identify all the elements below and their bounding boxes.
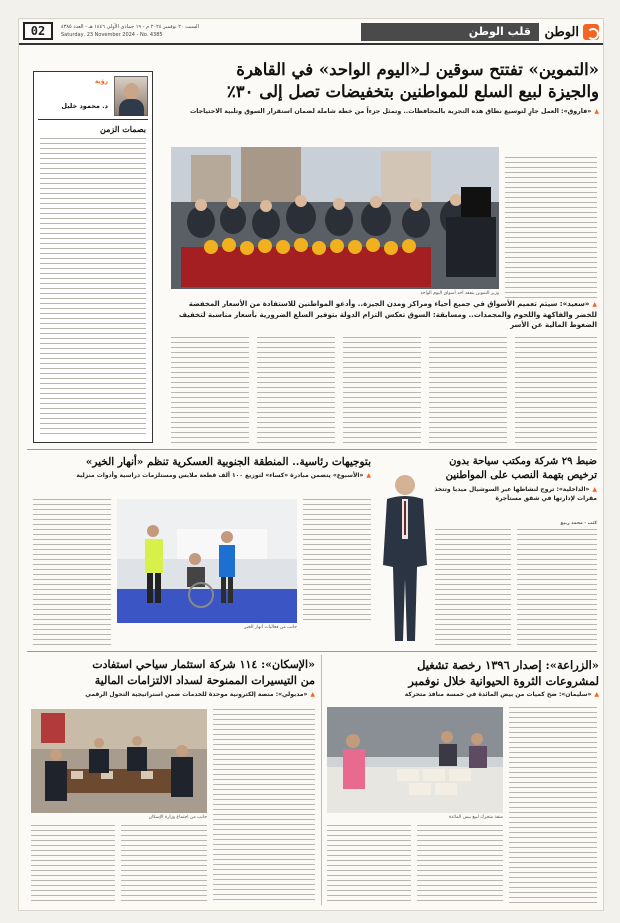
portrait-suit — [119, 99, 144, 116]
story-3-text-col-left — [33, 499, 111, 645]
story-5-headline-2: من التيسيرات الممنوحة لسداد الالتزامات المالية — [94, 674, 315, 687]
story-3-photo — [117, 499, 297, 623]
story-2-author: كتب - محمد ربيع — [560, 521, 597, 526]
portrait-face — [124, 83, 139, 100]
story-2-kicker: ▲ «الداخلية»: تروج لنشاطها عبر السوشيال ميديا وتتخذ مقرات لإدارتها في شقق مستأجرة — [431, 485, 597, 503]
page-number: 02 — [23, 22, 53, 40]
lead-headline-line-2: والجيزة لبيع السلع للمواطنين بتخفيضات تصل إلى ٣٠٪ — [226, 82, 599, 101]
column-header — [38, 76, 148, 120]
column-body-text — [40, 138, 146, 436]
story-4-photo-caption: منفذ متحرك لبيع بيض المائدة — [448, 815, 503, 820]
minister-photo — [377, 469, 433, 645]
story-5-photo-caption: جانب من اجتماع وزارة الإسكان — [148, 815, 207, 820]
lead-text-col-3 — [343, 337, 421, 443]
lead-text-col-4 — [429, 337, 507, 443]
logo-text: الوطن — [544, 24, 579, 40]
column-label: رؤية — [94, 78, 108, 85]
logo-icon — [583, 24, 599, 40]
story-4-headline-2: لمشروعات الثروة الحيوانية خلال نوفمبر — [408, 674, 599, 688]
story-2-headline: ضبط ٢٩ شركة ومكتب سياحة بدون ترخيص بتهمة النصب على المواطنين — [445, 456, 597, 481]
lead-headline-line-1: «التموين» تفتتح سوقين لـ«اليوم الواحد» في القاهرة — [236, 60, 599, 79]
masthead — [19, 19, 604, 45]
divider-2 — [27, 651, 597, 652]
story-4-text-col-3 — [417, 825, 503, 903]
story-4-kicker: ▲ «سليمان»: ضخ كميات من بيض المائدة في خمسة منافذ متحركة — [327, 690, 599, 699]
story-4-photo — [327, 707, 503, 813]
story-3-photo-caption: جانب من فعاليات أنهار الخير — [244, 625, 297, 630]
section-label: قلب الوطن — [361, 23, 539, 41]
lead-text-col-1 — [171, 337, 249, 443]
lead-photo-caption: وزير التموين يتفقد أحد أسواق اليوم الواحد — [420, 291, 499, 296]
lead-text-col-2 — [257, 337, 335, 443]
standing-figure — [377, 469, 433, 645]
market-scene — [171, 147, 499, 289]
date-english: Saturday, 23 November 2024 - No. 4385 — [61, 32, 163, 38]
story-5-text-col-3 — [121, 825, 207, 903]
pullquote-text: ▲ «سعيد»: سيتم تعميم الأسواق في جميع أحياء ومراكز ومدن الجيزة.. وأدعو المواطنين للاستفادة من الأسعار المخفضة للخضر والفاكهة واللحوم والمجمدات.. ومسابقة: السوق تعكس التزام الدولة بتوفير السلع الضرورية بأسعار مناسبة لتخفيف الضغوط المالية عن الأسر — [171, 299, 597, 330]
story-4-headline-1: «الزراعة»: إصدار ١٣٩٦ رخصة تشغيل — [417, 658, 599, 672]
lead-photo — [171, 147, 499, 289]
story-5 — [31, 657, 315, 699]
story-5-text-col-2 — [31, 825, 115, 903]
story-3-headline: بتوجيهات رئاسية.. المنطقة الجنوبية العسكرية تنظم «أنهار الخير» — [85, 456, 371, 468]
egg-outlet-scene — [327, 707, 503, 813]
story-5-kicker: ▲ «مدبولي»: منصة إلكترونية موحدة للخدمات ضمن استراتيجية التحول الرقمي — [31, 690, 315, 699]
column-author: د. محمود خليل — [61, 102, 108, 110]
author-portrait — [114, 76, 148, 116]
lead-headline-block — [155, 59, 599, 117]
meeting-scene — [31, 709, 207, 813]
dateline — [61, 23, 199, 39]
lead-kicker: ▲ «فاروق»: العمل جارٍ لتوسيع نطاق هذه التجربة بالمحافظات.. وتمثل جزءاً من خطة شاملة لضمان استقرار السوق وتلبية الاحتياجات — [155, 106, 599, 117]
story-3-kicker: ▲ «الأسبوع» يتضمن مبادرة «كساء» لتوزيع ١٠٠ ألف قطعة ملابس ومستلزمات دراسية وأدوات منزلية — [33, 471, 371, 480]
story-2-text-col-2 — [435, 529, 511, 645]
volunteers-scene — [117, 499, 297, 623]
lead-pullquote — [171, 299, 597, 330]
lead-text-column-right — [505, 157, 597, 299]
story-4-text-col-1 — [509, 707, 597, 903]
newspaper-page — [18, 18, 604, 911]
story-2 — [431, 455, 597, 503]
opinion-column — [33, 71, 153, 443]
divider-1 — [27, 449, 597, 450]
story-3 — [33, 455, 371, 480]
story-4 — [327, 657, 599, 699]
story-5-text-col-1 — [213, 709, 315, 903]
story-5-headline-1: «الإسكان»: ١١٤ شركة استثمار سياحي استفادت — [92, 658, 315, 671]
story-5-photo — [31, 709, 207, 813]
story-4-text-col-2 — [327, 825, 411, 903]
lead-text-col-5 — [515, 337, 597, 443]
newspaper-logo — [544, 22, 599, 42]
column-divider-bottom — [321, 655, 322, 905]
story-2-text-col-1 — [517, 529, 597, 645]
column-title: بصمات الزمن — [100, 124, 146, 134]
date-arabic: السبت ٢٠ نوفمبر ٢٠٢٤ م - ١٩ جمادى الأولى ١٤٤٦ هـ - العدد ٤٣٨٥ — [61, 24, 199, 30]
story-3-text-col-right — [303, 499, 371, 623]
